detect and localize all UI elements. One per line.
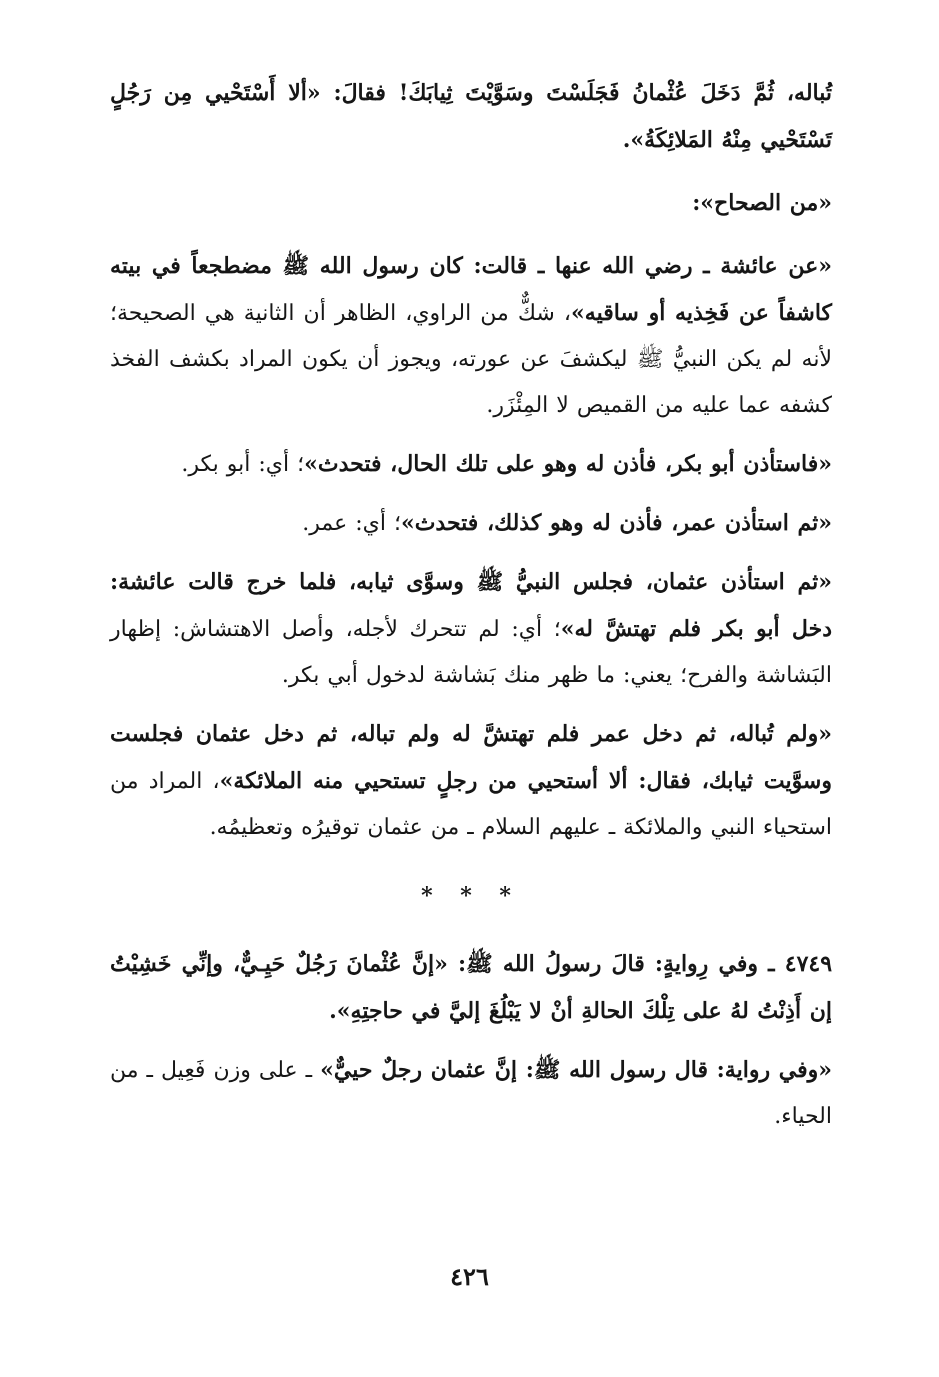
quoted-text: «فاستأذن أبو بكر، فأذن له وهو على تلك الحال، فتحدث» bbox=[304, 451, 832, 477]
page-number: ٤٢٦ bbox=[450, 1262, 489, 1291]
quoted-text: «ولم تُباله، ثم دخل عمر فلم تهتشَّ له ولم تباله، ثم دخل عثمان فجلست وسوَّيت ثيابك، فقال: ألا أستحيي من رجلٍ تستحيي منه الملائكة» bbox=[110, 721, 832, 794]
text-segment: تُباله، ثُمَّ دَخَلَ عُثْمانُ فَجَلَسْتَ وسَوَّيْتَ ثِيابَكَ! فقالَ: «ألا أَسْتَحْيي مِن رَجُلٍ تَسْتَحْيي مِنْهُ المَلائِكَةُ». bbox=[110, 80, 832, 153]
paragraph-abu-bakr bbox=[110, 441, 832, 488]
hadith-text: ٤٧٤٩ ـ وفي رِوايةٍ: قالَ رسولُ الله ﷺ: «إنَّ عُثْمانَ رَجُلٌ حَيِـيٌّ، وإنِّي خَشِيْتُ إن أَذِنْتُ لهُ على تِلْكَ الحالةِ أنْ لا يَبْلُغَ إليَّ في حاجتِهِ». bbox=[110, 951, 833, 1024]
quoted-text: «ثم استأذن عمر، فأذن له وهو كذلك، فتحدث» bbox=[400, 510, 832, 536]
paragraph-hadith-4749 bbox=[110, 941, 832, 1035]
commentary-text: ، شكٌّ من الراوي، الظاهر أن الثانية هي الصحيحة؛ لأنه لم يكن النبيُّ ﷺ ليكشفَ عن عورته، ويجوز أن يكون المراد بكشف الفخذ كشفه عما عليه من القميص لا المِئْزَر. bbox=[110, 301, 832, 418]
paragraph-another-narration bbox=[110, 1047, 832, 1140]
quoted-text: «وفي رواية: قال رسول الله ﷺ: إنَّ عثمان رجلٌ حييٌّ» bbox=[320, 1057, 832, 1083]
quoted-text: «عن عائشة ـ رضي الله عنها ـ قالت: كان رسول الله ﷺ مضطجعاً في بيته كاشفاً عن فَخِذيه أو ساقيه» bbox=[110, 253, 832, 326]
paragraph-hadith-continuation bbox=[110, 70, 832, 164]
commentary-text: ـ على وزن فَعِيل ـ من الحياء. bbox=[110, 1058, 832, 1129]
paragraph-uthman bbox=[110, 559, 832, 699]
paragraph-umar bbox=[110, 500, 832, 547]
quoted-text: «ثم استأذن عثمان، فجلس النبيُّ ﷺ وسوَّى ثيابه، فلما خرج قالت عائشة: دخل أبو بكر فلم تهتشَّ له» bbox=[110, 569, 832, 642]
commentary-text: ، المراد من استحياء النبي والملائكة ـ عليهم السلام ـ من عثمان توقيرُه وتعظيمُه. bbox=[110, 769, 832, 840]
page-body bbox=[110, 70, 832, 1140]
paragraph-aisha-narration bbox=[110, 243, 832, 429]
heading-text: «من الصحاح»: bbox=[692, 190, 832, 216]
commentary-text: ؛ أي: أبو بكر. bbox=[181, 452, 305, 477]
section-separator: * * * bbox=[421, 883, 521, 909]
paragraph-angels-shyness bbox=[110, 711, 832, 851]
commentary-text: ؛ أي: عمر. bbox=[302, 511, 401, 536]
commentary-text: ؛ أي: لم تتحرك لأجله، وأصل الاهتشاش: إظهار البَشاشة والفرح؛ يعني: ما ظهر منك بَشاشة لدخول أبي بكر. bbox=[110, 617, 832, 688]
section-heading-sihah bbox=[110, 180, 832, 227]
